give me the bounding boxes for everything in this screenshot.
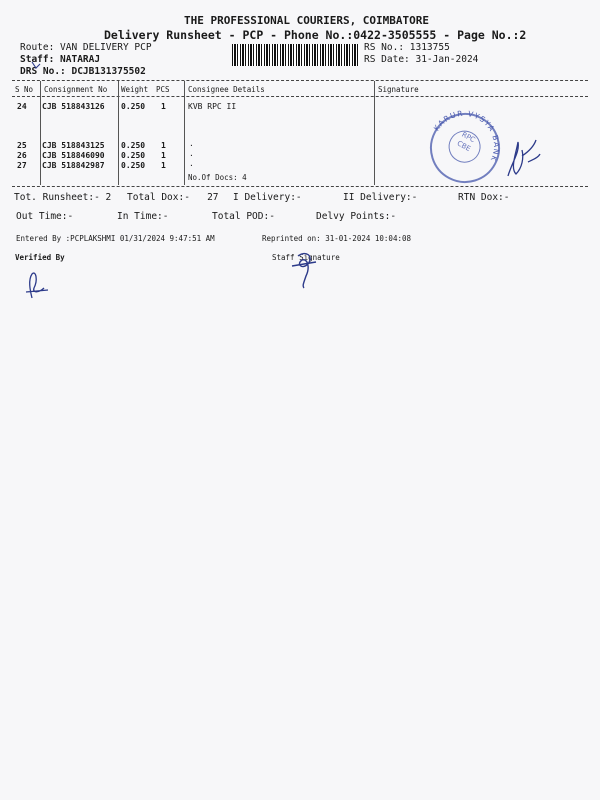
drs-number: DRS No.: DCJB131375502	[20, 66, 146, 77]
row-consignment: CJB 518846090	[42, 151, 105, 160]
rs-date: RS Date: 31-Jan-2024	[364, 54, 479, 65]
row-weight: 0.250	[121, 161, 146, 170]
row-pcs: 1	[161, 141, 166, 150]
barcode	[232, 44, 360, 66]
row-consignee: .	[189, 139, 194, 148]
entered-by: Entered By :PCPLAKSHMI 01/31/2024 9:47:51 AM	[16, 234, 215, 243]
row-consignment: CJB 518843126	[42, 102, 105, 111]
column-header-sno: S No	[15, 85, 34, 94]
first-delivery: I Delivery:-	[233, 192, 302, 203]
row-weight: 0.250	[121, 141, 146, 150]
row-consignment: CJB 518843125	[42, 141, 105, 150]
column-divider	[118, 81, 119, 185]
column-header-signature: Signature	[378, 85, 419, 94]
delivery-points: Delvy Points:-	[316, 211, 397, 222]
docs-count: No.Of Docs: 4	[188, 173, 247, 182]
staff-signature	[288, 246, 322, 290]
staff-signature-label: Staff Signature	[272, 253, 340, 262]
row-consignment: CJB 518842987	[42, 161, 105, 170]
column-header-consignee: Consignee Details	[188, 85, 265, 94]
table-top-rule	[12, 80, 588, 81]
consignee-signature	[502, 132, 542, 184]
return-dox: RTN Dox:-	[458, 192, 510, 203]
staff-label: Staff: NATARAJ	[20, 54, 101, 65]
route-label: Route: VAN DELIVERY PCP	[20, 42, 152, 53]
row-pcs: 1	[161, 151, 166, 160]
row-weight: 0.250	[121, 102, 146, 111]
total-pod: Total POD:-	[212, 211, 275, 222]
verified-by-label: Verified By	[15, 253, 65, 262]
column-header-pcs: PCS	[156, 85, 170, 94]
reprinted-on: Reprinted on: 31-01-2024 10:04:08	[262, 234, 412, 243]
table-bottom-rule	[12, 186, 588, 187]
column-header-weight: Weight	[121, 85, 149, 94]
page-title: THE PROFESSIONAL COURIERS, COIMBATORE	[184, 14, 430, 27]
stamp-line-2: CBE	[455, 139, 472, 154]
row-pcs: 1	[161, 102, 166, 111]
second-delivery: II Delivery:-	[343, 192, 418, 203]
row-consignee: .	[189, 159, 194, 168]
row-sno: 26	[17, 151, 27, 160]
stamp-ring-text	[426, 108, 502, 184]
row-consignee: .	[189, 149, 194, 158]
row-sno: 27	[17, 161, 27, 170]
total-runsheet: Tot. Runsheet:- 2	[14, 192, 112, 203]
row-sno: 24	[17, 102, 27, 111]
rs-number: RS No.: 1313755	[364, 42, 450, 53]
out-time: Out Time:-	[16, 211, 74, 222]
row-sno: 25	[17, 141, 27, 150]
row-consignee: KVB RPC II	[188, 102, 237, 111]
total-dox: Total Dox:- 27	[127, 192, 219, 203]
page-subtitle: Delivery Runsheet - PCP - Phone No.:0422-3505555 - Page No.:2	[104, 28, 527, 42]
column-divider	[374, 81, 375, 185]
stamp-line-1: RPC	[460, 130, 477, 145]
row-weight: 0.250	[121, 151, 146, 160]
tick-mark	[24, 60, 44, 74]
svg-text:KARUR VYSYA BANK: KARUR VYSYA BANK	[431, 108, 502, 164]
column-header-consignment: Consignment No	[44, 85, 108, 94]
row-pcs: 1	[161, 161, 166, 170]
column-divider	[40, 81, 41, 185]
verifier-signature	[22, 268, 52, 302]
column-divider	[184, 81, 185, 185]
in-time: In Time:-	[117, 211, 169, 222]
table-header-rule	[12, 96, 588, 97]
